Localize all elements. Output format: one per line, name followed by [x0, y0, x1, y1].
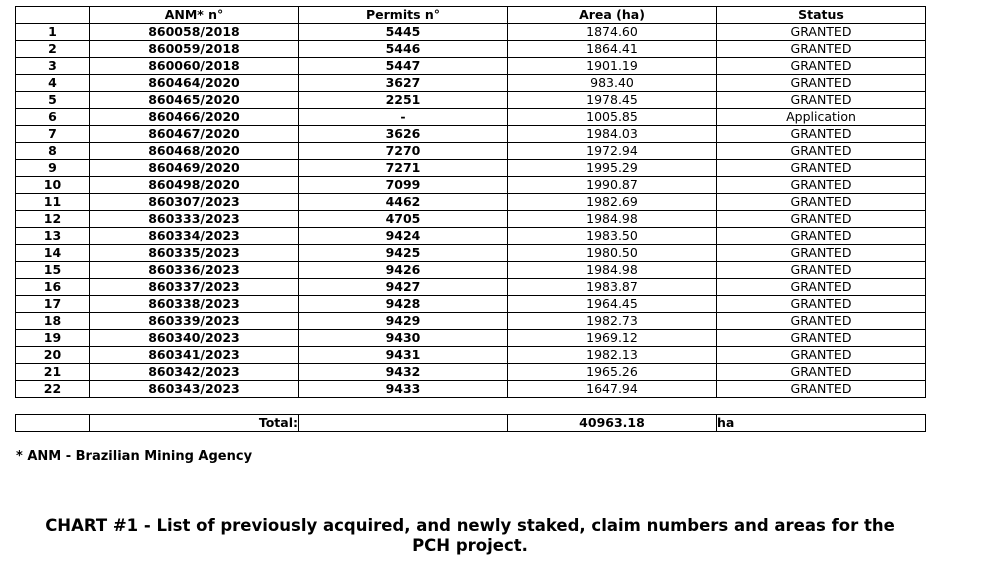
anm-number: 860468/2020	[90, 143, 299, 160]
status-value: GRANTED	[717, 364, 926, 381]
table-header-row	[16, 7, 926, 24]
anm-number: 860338/2023	[90, 296, 299, 313]
anm-number: 860307/2023	[90, 194, 299, 211]
status-value: Application	[717, 109, 926, 126]
anm-number: 860469/2020	[90, 160, 299, 177]
area-value: 983.40	[508, 75, 717, 92]
table-row	[16, 177, 926, 194]
row-index: 2	[16, 41, 90, 58]
claims-table	[15, 6, 926, 398]
table-row	[16, 92, 926, 109]
area-value: 1864.41	[508, 41, 717, 58]
area-value: 1982.13	[508, 347, 717, 364]
status-value: GRANTED	[717, 41, 926, 58]
status-value: GRANTED	[717, 279, 926, 296]
area-value: 1984.98	[508, 262, 717, 279]
table-row	[16, 262, 926, 279]
table-row	[16, 228, 926, 245]
area-value: 1972.94	[508, 143, 717, 160]
anm-number: 860341/2023	[90, 347, 299, 364]
row-index: 11	[16, 194, 90, 211]
permit-number: 9424	[299, 228, 508, 245]
table-row	[16, 296, 926, 313]
permit-number: 4705	[299, 211, 508, 228]
permit-number: 5446	[299, 41, 508, 58]
row-index: 3	[16, 58, 90, 75]
status-value: GRANTED	[717, 194, 926, 211]
anm-number: 860333/2023	[90, 211, 299, 228]
row-index: 10	[16, 177, 90, 194]
table-row	[16, 279, 926, 296]
permit-number: 3627	[299, 75, 508, 92]
total-value: 40963.18	[508, 415, 717, 432]
table-row	[16, 75, 926, 92]
permit-number: 9431	[299, 347, 508, 364]
status-value: GRANTED	[717, 24, 926, 41]
table-row	[16, 126, 926, 143]
table-row	[16, 58, 926, 75]
permit-number: 9425	[299, 245, 508, 262]
total-empty-cell	[16, 415, 90, 432]
row-index: 16	[16, 279, 90, 296]
status-value: GRANTED	[717, 347, 926, 364]
area-value: 1984.98	[508, 211, 717, 228]
row-index: 15	[16, 262, 90, 279]
anm-number: 860334/2023	[90, 228, 299, 245]
anm-number: 860343/2023	[90, 381, 299, 398]
row-index: 18	[16, 313, 90, 330]
status-value: GRANTED	[717, 330, 926, 347]
permit-number: 7099	[299, 177, 508, 194]
header-index	[16, 7, 90, 24]
table-row	[16, 211, 926, 228]
status-value: GRANTED	[717, 296, 926, 313]
permit-number: 9428	[299, 296, 508, 313]
area-value: 1978.45	[508, 92, 717, 109]
area-value: 1969.12	[508, 330, 717, 347]
anm-number: 860339/2023	[90, 313, 299, 330]
permit-number: 7271	[299, 160, 508, 177]
row-index: 6	[16, 109, 90, 126]
status-value: GRANTED	[717, 58, 926, 75]
chart-caption: CHART #1 - List of previously acquired, and newly staked, claim numbers and areas for the PCH project.	[45, 516, 895, 555]
total-row	[16, 415, 926, 432]
area-value: 1647.94	[508, 381, 717, 398]
row-index: 7	[16, 126, 90, 143]
area-value: 1990.87	[508, 177, 717, 194]
area-value: 1005.85	[508, 109, 717, 126]
row-index: 9	[16, 160, 90, 177]
status-value: GRANTED	[717, 160, 926, 177]
anm-number: 860466/2020	[90, 109, 299, 126]
permit-number: 9429	[299, 313, 508, 330]
total-label: Total:	[90, 415, 299, 432]
row-index: 20	[16, 347, 90, 364]
permit-number: 9430	[299, 330, 508, 347]
table-row	[16, 160, 926, 177]
table-row	[16, 41, 926, 58]
status-value: GRANTED	[717, 177, 926, 194]
row-index: 22	[16, 381, 90, 398]
permit-number: 3626	[299, 126, 508, 143]
row-index: 19	[16, 330, 90, 347]
area-value: 1982.69	[508, 194, 717, 211]
row-index: 21	[16, 364, 90, 381]
area-value: 1983.87	[508, 279, 717, 296]
status-value: GRANTED	[717, 211, 926, 228]
area-value: 1901.19	[508, 58, 717, 75]
permit-number: 9427	[299, 279, 508, 296]
row-index: 14	[16, 245, 90, 262]
table-row	[16, 313, 926, 330]
header-status: Status	[717, 7, 926, 24]
row-index: 8	[16, 143, 90, 160]
anm-number: 860340/2023	[90, 330, 299, 347]
row-index: 12	[16, 211, 90, 228]
total-table	[15, 414, 926, 432]
status-value: GRANTED	[717, 126, 926, 143]
row-index: 13	[16, 228, 90, 245]
permit-number: 9426	[299, 262, 508, 279]
table-row	[16, 143, 926, 160]
anm-number: 860059/2018	[90, 41, 299, 58]
area-value: 1874.60	[508, 24, 717, 41]
table-row	[16, 347, 926, 364]
status-value: GRANTED	[717, 262, 926, 279]
permit-number: 5447	[299, 58, 508, 75]
total-spacer-cell	[299, 415, 508, 432]
table-row	[16, 24, 926, 41]
permit-number: 2251	[299, 92, 508, 109]
header-anm: ANM* n°	[90, 7, 299, 24]
anm-number: 860498/2020	[90, 177, 299, 194]
status-value: GRANTED	[717, 245, 926, 262]
header-area: Area (ha)	[508, 7, 717, 24]
area-value: 1964.45	[508, 296, 717, 313]
anm-number: 860464/2020	[90, 75, 299, 92]
anm-number: 860058/2018	[90, 24, 299, 41]
footnote: * ANM - Brazilian Mining Agency	[16, 449, 253, 464]
area-value: 1995.29	[508, 160, 717, 177]
permit-number: 9432	[299, 364, 508, 381]
area-value: 1982.73	[508, 313, 717, 330]
area-value: 1984.03	[508, 126, 717, 143]
permit-number: 4462	[299, 194, 508, 211]
permit-number: 7270	[299, 143, 508, 160]
area-value: 1983.50	[508, 228, 717, 245]
permit-number: 9433	[299, 381, 508, 398]
area-value: 1980.50	[508, 245, 717, 262]
status-value: GRANTED	[717, 75, 926, 92]
anm-number: 860060/2018	[90, 58, 299, 75]
anm-number: 860342/2023	[90, 364, 299, 381]
anm-number: 860467/2020	[90, 126, 299, 143]
row-index: 1	[16, 24, 90, 41]
table-row	[16, 194, 926, 211]
permit-number: -	[299, 109, 508, 126]
anm-number: 860465/2020	[90, 92, 299, 109]
anm-number: 860335/2023	[90, 245, 299, 262]
table-row	[16, 364, 926, 381]
table-row	[16, 109, 926, 126]
status-value: GRANTED	[717, 313, 926, 330]
permit-number: 5445	[299, 24, 508, 41]
status-value: GRANTED	[717, 381, 926, 398]
row-index: 5	[16, 92, 90, 109]
table-row	[16, 245, 926, 262]
status-value: GRANTED	[717, 143, 926, 160]
anm-number: 860336/2023	[90, 262, 299, 279]
anm-number: 860337/2023	[90, 279, 299, 296]
status-value: GRANTED	[717, 228, 926, 245]
table-row	[16, 381, 926, 398]
table-row	[16, 330, 926, 347]
status-value: GRANTED	[717, 92, 926, 109]
header-permits: Permits n°	[299, 7, 508, 24]
row-index: 17	[16, 296, 90, 313]
total-unit: ha	[717, 415, 926, 432]
area-value: 1965.26	[508, 364, 717, 381]
row-index: 4	[16, 75, 90, 92]
